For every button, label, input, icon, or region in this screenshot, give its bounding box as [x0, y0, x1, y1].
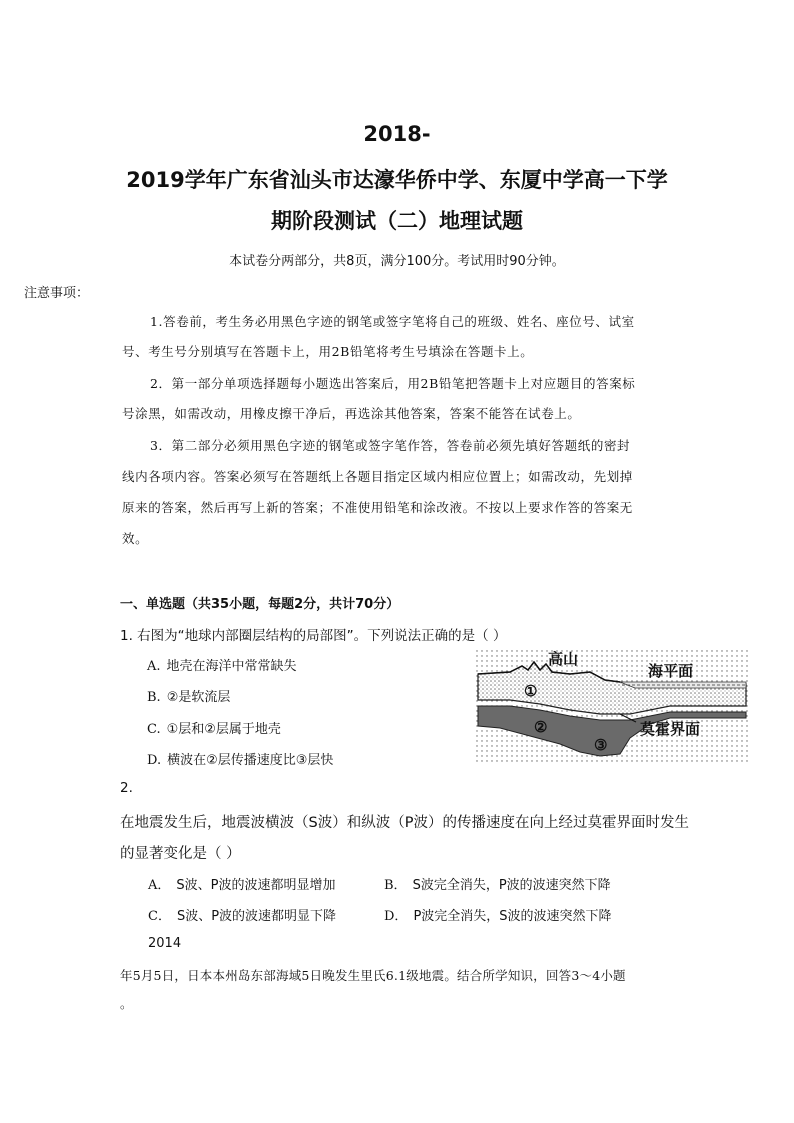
question-2-stem-line2: 的显著变化是（ ） — [120, 846, 241, 862]
label-sea-level: 海平面 — [648, 662, 694, 680]
question-2-option-c — [148, 905, 336, 924]
question-2-option-a — [148, 874, 335, 893]
notice-item3-line2: 线内各项内容。答案必须写在答题纸上各题目指定区域内相应位置上；如需改动，先划掉 — [122, 469, 633, 484]
notice-item1-line1: 1.答卷前，考生务必用黑色字迹的钢笔或签字笔将自己的班级、姓名、座位号、试室 — [150, 314, 635, 329]
question-1-option-d — [147, 749, 333, 768]
label-moho: 莫霍界面 — [640, 720, 701, 738]
label-layer-1: ① — [524, 682, 538, 700]
crust-structure-figure — [470, 644, 752, 768]
notice-item3-line4: 效。 — [122, 531, 149, 546]
question-1-option-a — [147, 655, 297, 674]
section-heading: 一、单选题（共35小题，每题2分，共计70分） — [120, 597, 400, 612]
option-key: A. — [147, 659, 161, 674]
notice-heading: 注意事项： — [24, 286, 90, 301]
notice-item1-line2: 号、考生号分别填写在答题卡上，用2B铅笔将考生号填涂在答题卡上。 — [122, 344, 534, 359]
option-text: ②是软流层 — [166, 690, 231, 705]
option-key: D． — [384, 909, 408, 924]
page-title-line3: 期阶段测试（二）地理试题 — [271, 209, 523, 233]
option-key: C. — [147, 722, 161, 737]
crust-diagram — [470, 644, 752, 768]
intro-year: 2014 — [148, 936, 182, 951]
option-text: ①层和②层属于地壳 — [166, 722, 281, 737]
option-key: D. — [147, 753, 162, 768]
option-key: B． — [384, 878, 407, 893]
question-2-stem-line1: 在地震发生后，地震波横波（S波）和纵波（P波）的传播速度在向上经过莫霍界面时发生 — [120, 815, 689, 831]
question-1-stem: 1. 右图为“地球内部圈层结构的局部图”。下列说法正确的是（ ） — [120, 628, 507, 644]
notice-item3-line3: 原来的答案，然后再写上新的答案；不准使用铅笔和涂改液。不按以上要求作答的答案无 — [122, 500, 633, 515]
option-text: S波完全消失，P波的波速突然下降 — [412, 878, 611, 893]
notice-item3-line1: 3．第二部分必须用黑色字迹的钢笔或签字笔作答，答卷前必须先填好答题纸的密封 — [150, 438, 631, 453]
question-2-option-d — [384, 905, 612, 924]
label-layer-3: ③ — [594, 736, 608, 754]
notice-item2-line2: 号涂黑，如需改动，用橡皮擦干净后，再选涂其他答案，答案不能答在试卷上。 — [122, 406, 581, 421]
option-text: 横波在②层传播速度比③层快 — [167, 753, 334, 768]
option-text: P波完全消失，S波的波速突然下降 — [413, 909, 612, 924]
page-title-line2: 2019学年广东省汕头市达濠华侨中学、东厦中学高一下学 — [126, 168, 668, 192]
page-title-line1: 2018- — [363, 122, 431, 146]
label-mountain: 高山 — [548, 650, 579, 668]
option-key: C． — [148, 909, 171, 924]
option-key: B. — [147, 690, 161, 705]
question-1-option-c — [147, 718, 281, 737]
intro-line1: 年5月5日，日本本州岛东部海域5日晚发生里氏6.1级地震。结合所学知识，回答3～4小题 — [120, 968, 626, 983]
option-text: S波、P波的波速都明显增加 — [176, 878, 336, 893]
option-key: A． — [148, 878, 171, 893]
intro-line2: 。 — [120, 996, 134, 1011]
notice-item2-line1: 2．第一部分单项选择题每小题选出答案后，用2B铅笔把答题卡上对应题目的答案标 — [150, 376, 636, 391]
page-subtitle: 本试卷分两部分，共8页，满分100分。考试用时90分钟。 — [229, 254, 565, 269]
question-1-option-b — [147, 686, 230, 705]
option-text: S波、P波的波速都明显下降 — [176, 909, 337, 924]
option-text: 地壳在海洋中常常缺失 — [166, 659, 297, 674]
question-2-option-b — [384, 874, 611, 893]
label-layer-2: ② — [534, 718, 548, 736]
question-2-number: 2. — [120, 780, 133, 796]
